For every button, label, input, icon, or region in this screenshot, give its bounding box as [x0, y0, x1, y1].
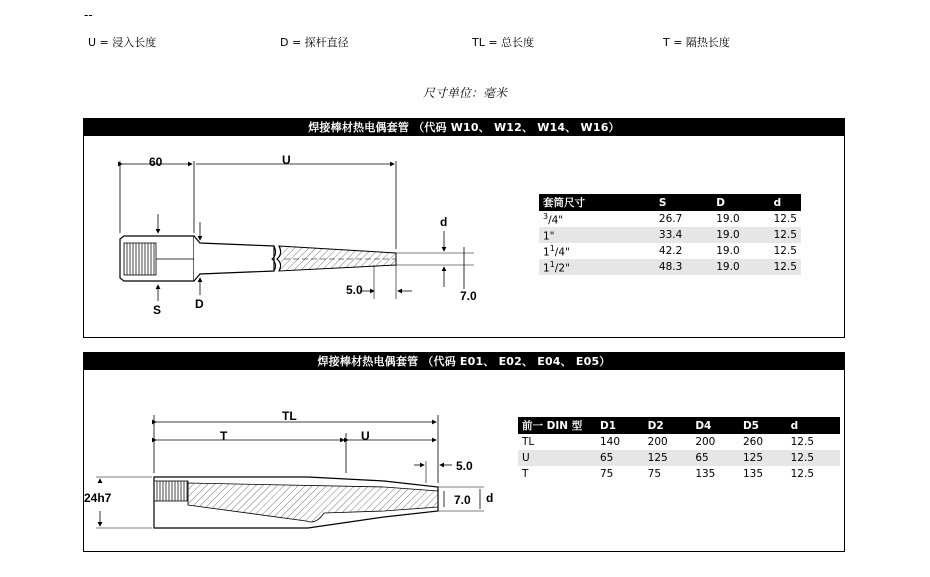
legend-u: U = 浸入长度 — [88, 36, 157, 49]
thread-section — [124, 243, 156, 275]
cell-d5: 125 — [739, 450, 787, 466]
dd-cell: 12.5 — [773, 213, 797, 225]
table-row — [539, 227, 801, 243]
cell-d4: 200 — [695, 436, 716, 448]
cell-d1: 75 — [600, 468, 614, 480]
col-d2: D2 — [644, 417, 692, 434]
dim-5: 5.0 — [456, 459, 473, 473]
cell-d5: 135 — [742, 468, 764, 480]
dim-s: S — [153, 303, 162, 317]
table-row — [518, 434, 840, 450]
col-d: d — [787, 417, 840, 434]
panel-title: 焊接棒材热电偶套管 （代码 E01、 E02、 E04、 E05） — [84, 353, 844, 370]
dd-cell: 12.5 — [773, 245, 797, 257]
dim-t: T — [220, 429, 228, 443]
dim-24h7: 24h7 — [84, 491, 112, 505]
col-d4: D4 — [691, 417, 739, 434]
d-cell: 19.0 — [712, 227, 769, 243]
cell-d4: 135 — [695, 468, 716, 480]
size-cell: $1^1/2$" — [539, 259, 655, 275]
cell-d2: 200 — [647, 436, 668, 448]
cell-d: 12.5 — [790, 436, 815, 448]
size-cell: 1" — [539, 227, 655, 243]
cell-d1: 65 — [596, 450, 644, 466]
dd-cell: 12.5 — [770, 259, 801, 275]
panel-title: 焊接棒材热电偶套管 （代码 W10、 W12、 W14、 W16） — [84, 119, 844, 136]
dim-60: 60 — [149, 155, 163, 169]
cell-d: 12.5 — [787, 450, 840, 466]
legend-t: T = 隔热长度 — [663, 36, 730, 49]
col-d1: D1 — [596, 417, 644, 434]
col-s: S — [655, 194, 712, 211]
cell-d2: 125 — [644, 450, 692, 466]
row-label: T — [522, 468, 529, 480]
cell-d4: 65 — [691, 450, 739, 466]
thermowell-panel-w — [83, 118, 845, 338]
col-socket-size: 套筒尺寸 — [539, 194, 655, 211]
cell-d: 12.5 — [790, 468, 815, 480]
dim-5: 5.0 — [346, 283, 363, 297]
dim-tl: TL — [282, 409, 297, 423]
table-row — [518, 466, 840, 482]
dim-d: D — [195, 297, 204, 311]
s-cell: 48.3 — [655, 259, 712, 275]
dim-d-small: d — [440, 215, 448, 229]
unit-note: 尺寸单位：毫米 — [422, 86, 507, 100]
legend-tl: TL = 总长度 — [472, 36, 535, 49]
d-cell: 19.0 — [716, 213, 740, 225]
cell-d5: 260 — [742, 436, 764, 448]
dim-7: 7.0 — [454, 493, 471, 507]
col-type: 前一 DIN 型 — [518, 417, 596, 434]
dim-d: d — [486, 491, 494, 505]
dim-u: U — [361, 429, 370, 443]
cell-d2: 75 — [647, 468, 662, 480]
size-cell: $1^1/4$" — [543, 243, 570, 259]
separator-dash: -- — [84, 8, 93, 22]
col-dd: d — [770, 194, 801, 211]
s-cell: 26.7 — [658, 213, 683, 225]
s-cell: 42.2 — [658, 245, 683, 257]
dd-cell: 12.5 — [770, 227, 801, 243]
row-label: U — [518, 450, 596, 466]
din-size-table — [518, 417, 840, 482]
table-row — [539, 259, 801, 275]
d-cell: 19.0 — [712, 259, 769, 275]
taper-tip — [277, 246, 396, 271]
taper-shank — [194, 236, 274, 281]
cell-d1: 140 — [600, 436, 621, 448]
col-d: D — [712, 194, 769, 211]
dim-u: U — [282, 153, 291, 167]
col-d5: D5 — [739, 417, 787, 434]
thermowell-panel-e — [83, 352, 845, 552]
dim-7: 7.0 — [460, 289, 477, 303]
legend-d: D = 探杆直径 — [280, 36, 349, 49]
d-cell: 19.0 — [716, 245, 740, 257]
thread-section — [154, 481, 188, 501]
size-cell: $^3$/4" — [543, 211, 564, 227]
table-row — [518, 450, 840, 466]
table-header-row — [518, 417, 840, 434]
row-label: TL — [522, 436, 535, 448]
table-row — [539, 211, 801, 227]
s-cell: 33.4 — [655, 227, 712, 243]
table-header-row — [539, 194, 801, 211]
socket-size-table — [539, 194, 801, 275]
table-row — [539, 243, 801, 259]
